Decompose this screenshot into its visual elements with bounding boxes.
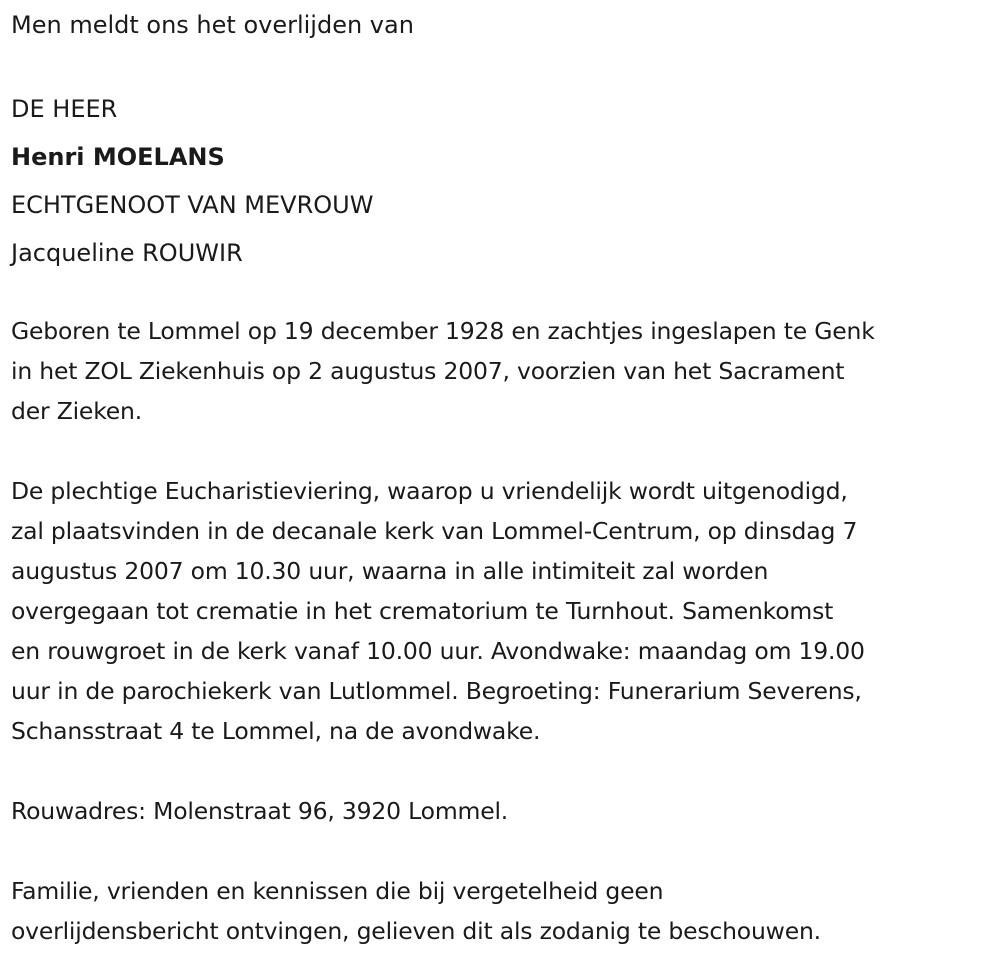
paragraph-line: zal plaatsvinden in de decanale kerk van Lommel-Centrum, op dinsdag 7 bbox=[11, 517, 858, 545]
paragraph-line: Geboren te Lommel op 19 december 1928 en zachtjes ingeslapen te Genk bbox=[11, 317, 875, 345]
paragraph-line: Familie, vrienden en kennissen die bij vergetelheid geen bbox=[11, 877, 664, 905]
obituary-notice bbox=[11, 0, 996, 951]
paragraph-line: De plechtige Eucharistieviering, waarop u vriendelijk wordt uitgenodigd, bbox=[11, 477, 848, 505]
spacer bbox=[11, 277, 996, 311]
intro-text: Men meldt ons het overlijden van bbox=[11, 11, 414, 39]
paragraph-line: augustus 2007 om 10.30 uur, waarna in alle intimiteit zal worden bbox=[11, 557, 769, 585]
paragraph-line: uur in de parochiekerk van Lutlommel. Begroeting: Funerarium Severens, bbox=[11, 677, 862, 705]
paragraph-line: en rouwgroet in de kerk vanaf 10.00 uur. Avondwake: maandag om 19.00 bbox=[11, 637, 865, 665]
ceremony-paragraph bbox=[11, 471, 996, 751]
paragraph-line: der Zieken. bbox=[11, 397, 142, 425]
deceased-name: Henri MOELANS bbox=[11, 143, 225, 171]
address-text: Rouwadres: Molenstraat 96, 3920 Lommel. bbox=[11, 797, 509, 825]
paragraph-line: in het ZOL Ziekenhuis op 2 augustus 2007, voorzien van het Sacrament bbox=[11, 357, 845, 385]
spouse-name: Jacqueline ROUWIR bbox=[11, 239, 243, 267]
relation-label: ECHTGENOOT VAN MEVROUW bbox=[11, 191, 374, 219]
birth-death-paragraph bbox=[11, 311, 996, 431]
paragraph-line: Schansstraat 4 te Lommel, na de avondwake. bbox=[11, 717, 541, 745]
paragraph-line: overlijdensbericht ontvingen, gelieven dit als zodanig te beschouwen. bbox=[11, 917, 821, 945]
honorific: DE HEER bbox=[11, 95, 118, 123]
spacer bbox=[11, 431, 996, 471]
spacer bbox=[11, 831, 996, 871]
paragraph-line: overgegaan tot crematie in het crematorium te Turnhout. Samenkomst bbox=[11, 597, 834, 625]
closing-paragraph bbox=[11, 871, 996, 951]
spacer bbox=[11, 751, 996, 791]
spacer bbox=[11, 45, 996, 85]
